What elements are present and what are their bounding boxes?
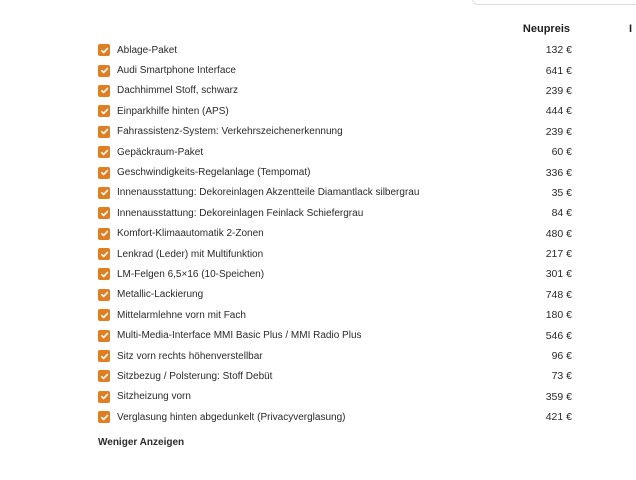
- top-input-edge[interactable]: [472, 0, 636, 5]
- checkmark-icon: [100, 188, 109, 197]
- option-checkbox[interactable]: [98, 411, 110, 423]
- list-item: [98, 122, 572, 142]
- checkmark-icon: [100, 66, 109, 75]
- option-checkbox[interactable]: [98, 370, 110, 382]
- option-price: 239 €: [545, 84, 572, 97]
- option-checkbox[interactable]: [98, 146, 110, 158]
- option-checkbox[interactable]: [98, 391, 110, 403]
- option-price: 480 €: [545, 227, 572, 240]
- list-item: [98, 366, 572, 386]
- option-price: 180 €: [545, 309, 572, 322]
- option-price: 444 €: [545, 105, 572, 118]
- list-item: [98, 60, 572, 80]
- option-price: 359 €: [545, 390, 572, 403]
- option-price: 748 €: [545, 288, 572, 301]
- option-label: Verglasung hinten abgedunkelt (Privacyverglasung): [117, 411, 346, 423]
- option-checkbox[interactable]: [98, 309, 110, 321]
- option-checkbox[interactable]: [98, 44, 110, 56]
- list-item: [98, 162, 572, 182]
- option-price: 132 €: [545, 44, 572, 57]
- option-checkbox[interactable]: [98, 248, 110, 260]
- option-label: Komfort-Klimaautomatik 2-Zonen: [117, 228, 264, 240]
- option-label: Gepäckraum-Paket: [117, 146, 204, 158]
- checkmark-icon: [100, 311, 109, 320]
- checkmark-icon: [100, 372, 109, 381]
- option-label: Audi Smartphone Interface: [117, 65, 236, 77]
- option-price: 84 €: [551, 207, 572, 220]
- list-item: [98, 387, 572, 407]
- option-label: Sitzheizung vorn: [117, 391, 191, 403]
- list-item: [98, 40, 572, 60]
- option-label: Innenausstattung: Dekoreinlagen Feinlack Schiefergrau: [117, 207, 364, 219]
- option-label: Sitzbezug / Polsterung: Stoff Debüt: [117, 370, 273, 382]
- option-checkbox[interactable]: [98, 268, 110, 280]
- option-price: 641 €: [545, 64, 572, 77]
- checkmark-icon: [100, 127, 109, 136]
- list-item: [98, 407, 572, 427]
- option-checkbox[interactable]: [98, 289, 110, 301]
- option-label: Sitz vorn rechts höhenverstellbar: [117, 350, 263, 362]
- option-checkbox[interactable]: [98, 85, 110, 97]
- option-checkbox[interactable]: [98, 228, 110, 240]
- option-checkbox[interactable]: [98, 207, 110, 219]
- checkmark-icon: [100, 290, 109, 299]
- extra-column-header: I: [629, 23, 633, 35]
- option-price: 301 €: [545, 268, 572, 281]
- option-price: 35 €: [551, 186, 572, 199]
- option-label: Metallic-Lackierung: [117, 289, 204, 301]
- option-label: Lenkrad (Leder) mit Multifunktion: [117, 248, 264, 260]
- options-list: [98, 40, 572, 427]
- price-column-header: Neupreis: [522, 23, 570, 35]
- checkmark-icon: [100, 413, 109, 422]
- checkmark-icon: [100, 352, 109, 361]
- option-label: Mittelarmlehne vorn mit Fach: [117, 309, 246, 321]
- option-price: 217 €: [545, 248, 572, 261]
- checkmark-icon: [100, 86, 109, 95]
- option-price: 239 €: [545, 125, 572, 138]
- checkmark-icon: [100, 46, 109, 55]
- checkmark-icon: [100, 331, 109, 340]
- list-item: [98, 81, 572, 101]
- option-price: 546 €: [545, 329, 572, 342]
- option-price: 96 €: [551, 350, 572, 363]
- option-checkbox[interactable]: [98, 105, 110, 117]
- option-price: 336 €: [545, 166, 572, 179]
- list-item: [98, 325, 572, 345]
- option-price: 421 €: [545, 411, 572, 424]
- option-checkbox[interactable]: [98, 126, 110, 138]
- list-item: [98, 285, 572, 305]
- list-item: [98, 346, 572, 366]
- list-item: [98, 101, 572, 121]
- checkmark-icon: [100, 250, 109, 259]
- checkmark-icon: [100, 168, 109, 177]
- checkmark-icon: [100, 392, 109, 401]
- option-label: Dachhimmel Stoff, schwarz: [117, 85, 238, 97]
- list-item: [98, 244, 572, 264]
- option-label: Einparkhilfe hinten (APS): [117, 105, 229, 117]
- option-checkbox[interactable]: [98, 65, 110, 77]
- list-item: [98, 142, 572, 162]
- list-item: [98, 264, 572, 284]
- option-label: Ablage-Paket: [117, 44, 178, 56]
- option-label: Innenausstattung: Dekoreinlagen Akzentteile Diamantlack silbergrau: [117, 187, 420, 199]
- option-checkbox[interactable]: [98, 350, 110, 362]
- checkmark-icon: [100, 229, 109, 238]
- checkmark-icon: [100, 270, 109, 279]
- list-item: [98, 305, 572, 325]
- option-label: Geschwindigkeits-Regelanlage (Tempomat): [117, 167, 311, 179]
- option-checkbox[interactable]: [98, 330, 110, 342]
- show-less-link[interactable]: Weniger Anzeigen: [98, 437, 185, 448]
- option-price: 60 €: [551, 146, 572, 159]
- option-label: Fahrassistenz-System: Verkehrszeichenerkennung: [117, 126, 343, 138]
- list-item: [98, 203, 572, 223]
- checkmark-icon: [100, 148, 109, 157]
- option-price: 73 €: [551, 370, 572, 383]
- checkmark-icon: [100, 209, 109, 218]
- option-label: Multi-Media-Interface MMI Basic Plus / MMI Radio Plus: [117, 330, 362, 342]
- option-label: LM-Felgen 6,5×16 (10-Speichen): [117, 268, 265, 280]
- option-checkbox[interactable]: [98, 167, 110, 179]
- list-item: [98, 183, 572, 203]
- option-checkbox[interactable]: [98, 187, 110, 199]
- checkmark-icon: [100, 107, 109, 116]
- list-item: [98, 224, 572, 244]
